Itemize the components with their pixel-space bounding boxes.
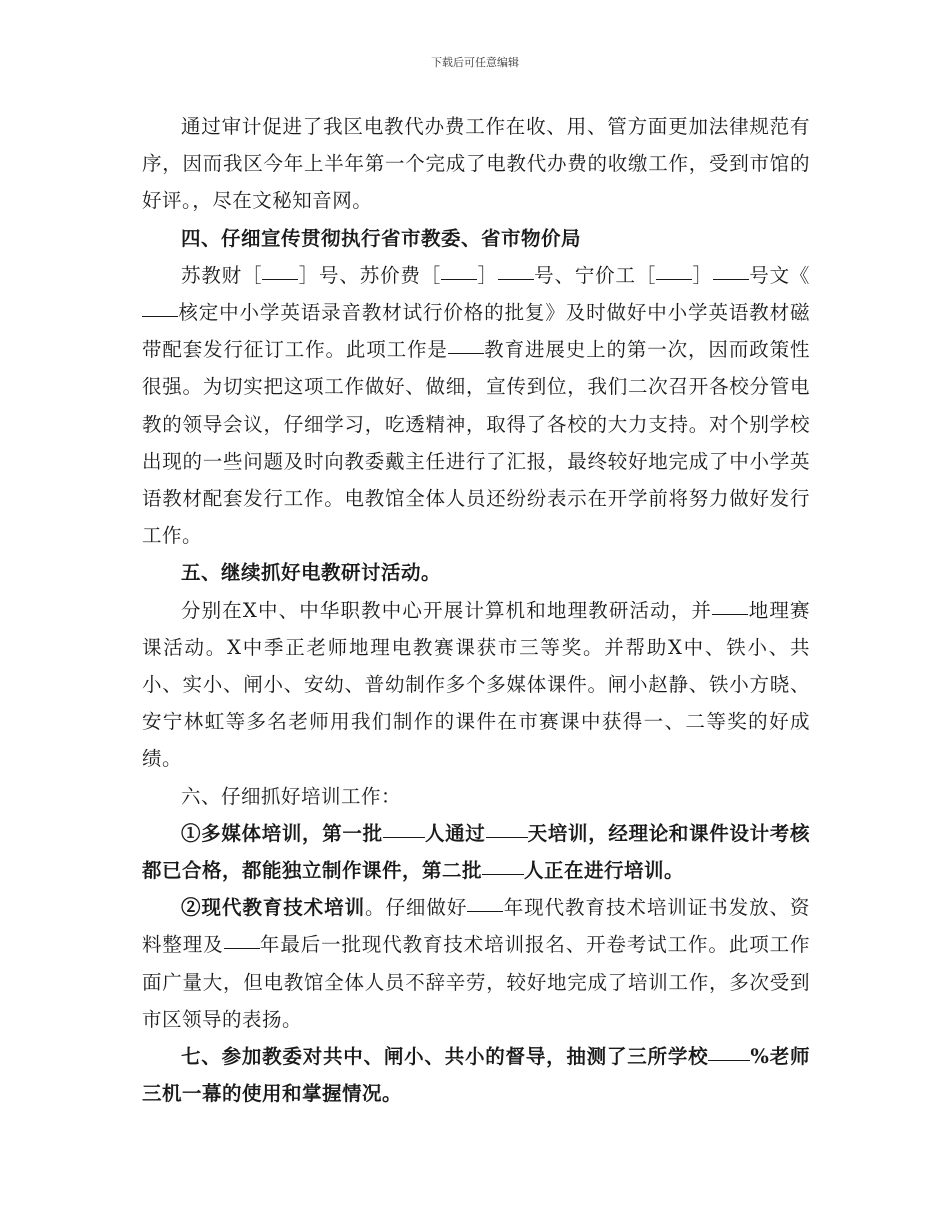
section-heading-5: 五、继续抓好电教研讨活动。 <box>181 561 442 585</box>
text-segment: 苏教财［ <box>181 263 263 287</box>
blank-line <box>482 873 524 875</box>
text-segment: 号、宁价工［ <box>533 263 657 287</box>
text-segment-bold: ②现代教育技术培训 <box>181 896 366 920</box>
text-segment: 分别在X中、中华职教中心开展计算机和地理教研活动，并 <box>181 598 713 622</box>
text-segment: 地理赛课活动。X中季正老师地理电教赛课获市三等奖。并帮助X中、铁小、共小、实小、闸小、安幼、普幼制作多个多媒体课件。闸小赵静、铁小方晓、安宁林虹等多名老师用我们制作的课件在市赛课中获得一、二等奖的好成绩。 <box>142 598 810 771</box>
text-segment: 号文《 <box>748 263 810 287</box>
paragraph-research-activities <box>142 592 810 778</box>
text-segment: 人通过 <box>424 821 486 845</box>
blank-line <box>467 910 503 912</box>
paragraph-audit: 通过审计促进了我区电教代办费工作在收、用、管方面更加法律规范有序，因而我区今年上半年第一个完成了电教代办费的收缴工作，受到市馆的好评。，尽在文秘知音网。 <box>142 115 810 213</box>
paragraph-textbook-distribution <box>142 257 810 555</box>
page-header: 下载后可任意编辑 <box>431 56 519 69</box>
text-segment: 天培训，经理论和课件设计考核都已合格，都能独立制作课件，第二批 <box>142 821 810 883</box>
text-segment: 人正在进行培训。 <box>524 859 685 883</box>
text-segment: ］ <box>477 263 498 287</box>
section-heading-4: 四、仔细宣传贯彻执行省市教委、省市物价局 <box>181 226 582 250</box>
blank-line <box>708 1059 750 1061</box>
blank-line <box>448 352 484 354</box>
text-segment: 。仔细做好 <box>365 896 468 920</box>
section-heading-6: 六、仔细抓好培训工作： <box>181 784 402 808</box>
document-body <box>142 108 810 1112</box>
text-segment: 年现代教育技术培训证书发放、资料整理及 <box>142 896 810 957</box>
text-segment: ］ <box>692 263 713 287</box>
text-segment: 年最后一批现代教育技术培训报名、开卷考试工作。此项工作面广量大，但电教馆全体人员不辞辛劳，较好地完成了培训工作，多次受到市区领导的表扬。 <box>142 933 810 1031</box>
section-heading-7 <box>142 1038 810 1112</box>
blank-line <box>486 836 528 838</box>
blank-line <box>142 315 178 317</box>
paragraph-multimedia-training <box>142 815 810 889</box>
blank-line <box>441 278 477 280</box>
text-segment: ①多媒体培训，第一批 <box>181 821 383 845</box>
blank-line <box>383 836 425 838</box>
paragraph-modern-tech-training <box>142 889 810 1038</box>
text-segment: ］号、苏价费［ <box>298 263 442 287</box>
text-segment: %老师三机一幕的使用和掌握情况。 <box>142 1045 810 1106</box>
blank-line <box>498 278 534 280</box>
text-segment: 教育进展史上的第一次，因而政策性很强。为切实把这项工作做好、做细，宣传到位，我们二次召开各校分管电教的领导会议，仔细学习，吃透精神，取得了各校的大力支持。对个别学校出现的一些问题及时向教委戴主任进行了汇报，最终较好地完成了中小学英语教材配套发行工作。电教馆全体人员还纷纷表示在开学前将努力做好发行工作。 <box>142 338 810 548</box>
blank-line <box>712 613 748 615</box>
blank-line <box>656 278 692 280</box>
blank-line <box>262 278 298 280</box>
blank-line <box>224 947 260 949</box>
text-segment: 七、参加教委对共中、闸小、共小的督导，抽测了三所学校 <box>181 1045 709 1069</box>
blank-line <box>713 278 749 280</box>
text-segment: 核定中小学英语录音教材试行价格的批复》及时做好中小学英语教材磁带配套发行征订工作。此项工作是 <box>142 301 810 362</box>
